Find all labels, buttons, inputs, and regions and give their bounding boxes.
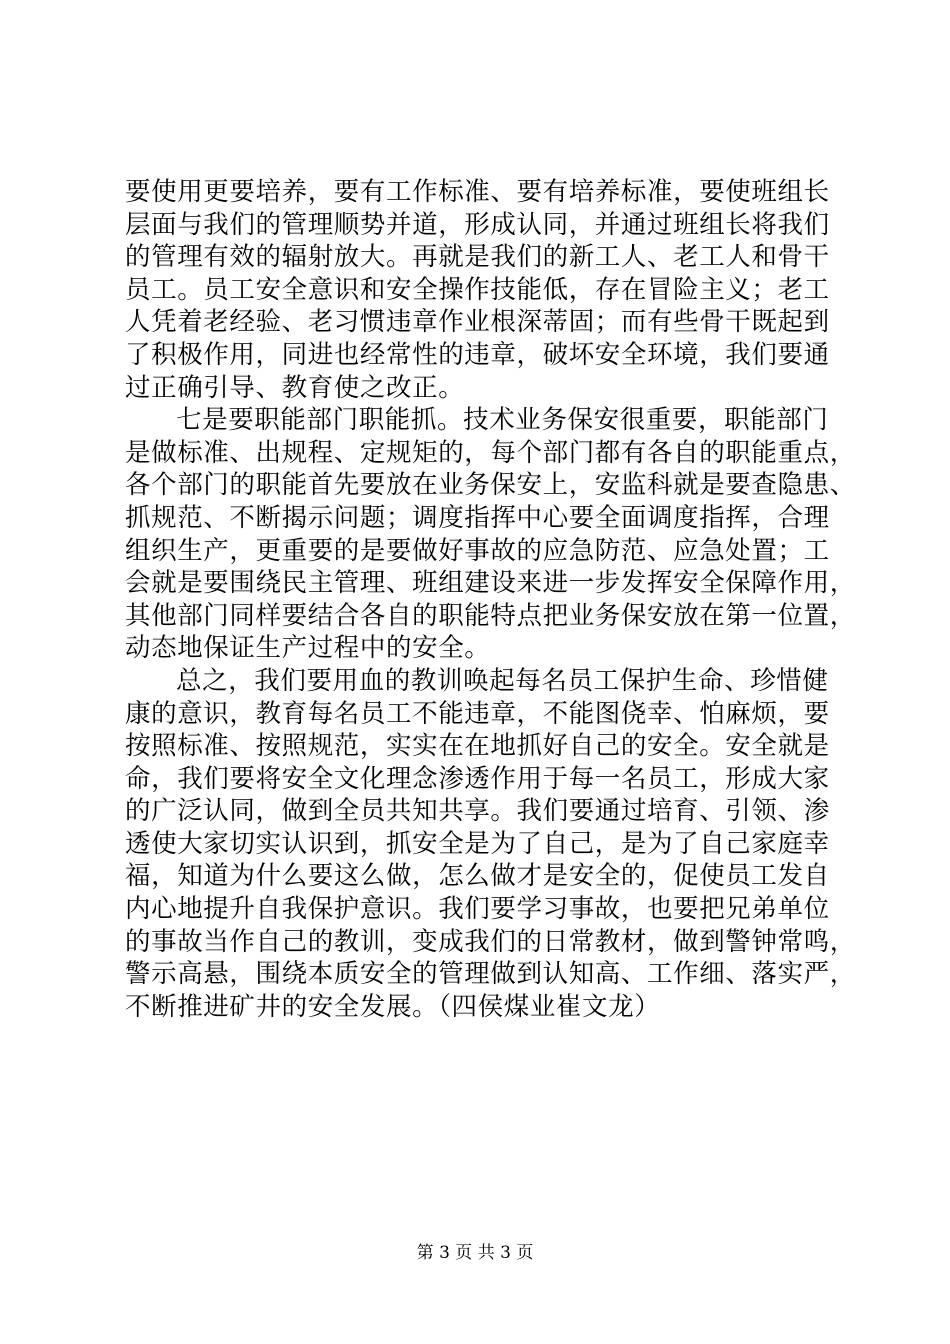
text-line: 层面与我们的管理顺势并道，形成认同，并通过班组长将我们 (125, 209, 830, 240)
text-line: 过正确引导、教育使之改正。 (125, 372, 465, 403)
text-line: 不断推进矿井的安全发展。（四侯煤业崔文龙） (125, 991, 661, 1022)
text-line: 内心地提升自我保护意识。我们要学习事故，也要把兄弟单位 (125, 894, 830, 925)
text-line: 动态地保证生产过程中的安全。 (125, 633, 491, 664)
paragraph (125, 404, 856, 665)
text-line: 是做标准、出规程、定规矩的，每个部门都有各自的职能重点， (125, 437, 856, 468)
text-line: 各个部门的职能首先要放在业务保安上，安监科就是要查隐患、 (125, 470, 856, 501)
text-line: 的管理有效的辐射放大。再就是我们的新工人、老工人和骨干 (125, 242, 830, 273)
text-line: 人凭着老经验、老习惯违章作业根深蒂固；而有些骨干既起到 (125, 307, 830, 338)
paragraph (125, 665, 856, 1024)
text-line: 警示高悬，围绕本质安全的管理做到认知高、工作细、落实严， (125, 959, 856, 990)
page-number-footer: 第 3 页 共 3 页 (416, 1243, 534, 1263)
text-line: 员工。员工安全意识和安全操作技能低，存在冒险主义；老工 (125, 274, 830, 305)
text-line: 康的意识，教育每名员工不能违章，不能图侥幸、怕麻烦，要 (125, 698, 830, 729)
text-line: 组织生产，更重要的是要做好事故的应急防范、应急处置；工 (125, 535, 830, 566)
text-line: 命，我们要将安全文化理念渗透作用于每一名员工，形成大家 (125, 763, 830, 794)
text-line: 福，知道为什么要这么做，怎么做才是安全的，促使员工发自 (125, 861, 830, 892)
text-line: 按照标准、按照规范，实实在在地抓好自己的安全。安全就是 (125, 731, 830, 762)
text-line: 的事故当作自己的教训，变成我们的日常教材，做到警钟常鸣， (125, 926, 856, 957)
text-line: 透使大家切实认识到，抓安全是为了自己，是为了自己家庭幸 (125, 828, 830, 859)
text-line: 抓规范、不断揭示问题；调度指挥中心要全面调度指挥，合理 (125, 502, 830, 533)
text-line: 总之，我们要用血的教训唤起每名员工保护生命、珍惜健 (176, 665, 829, 696)
document-body (125, 176, 856, 1023)
paragraph (125, 176, 840, 404)
text-line: 要使用更要培养，要有工作标准、要有培养标准，要使班组长 (125, 177, 830, 207)
text-line: 了积极作用，同进也经常性的违章，破坏安全环境，我们要通 (125, 339, 830, 370)
text-line: 的广泛认同，做到全员共知共享。我们要通过培育、引领、渗 (125, 796, 830, 827)
text-line: 七是要职能部门职能抓。技术业务保安很重要，职能部门 (176, 405, 829, 436)
text-line: 其他部门同样要结合各自的职能特点把业务保安放在第一位置， (125, 600, 856, 631)
text-line: 会就是要围绕民主管理、班组建设来进一步发挥安全保障作用， (125, 568, 856, 599)
